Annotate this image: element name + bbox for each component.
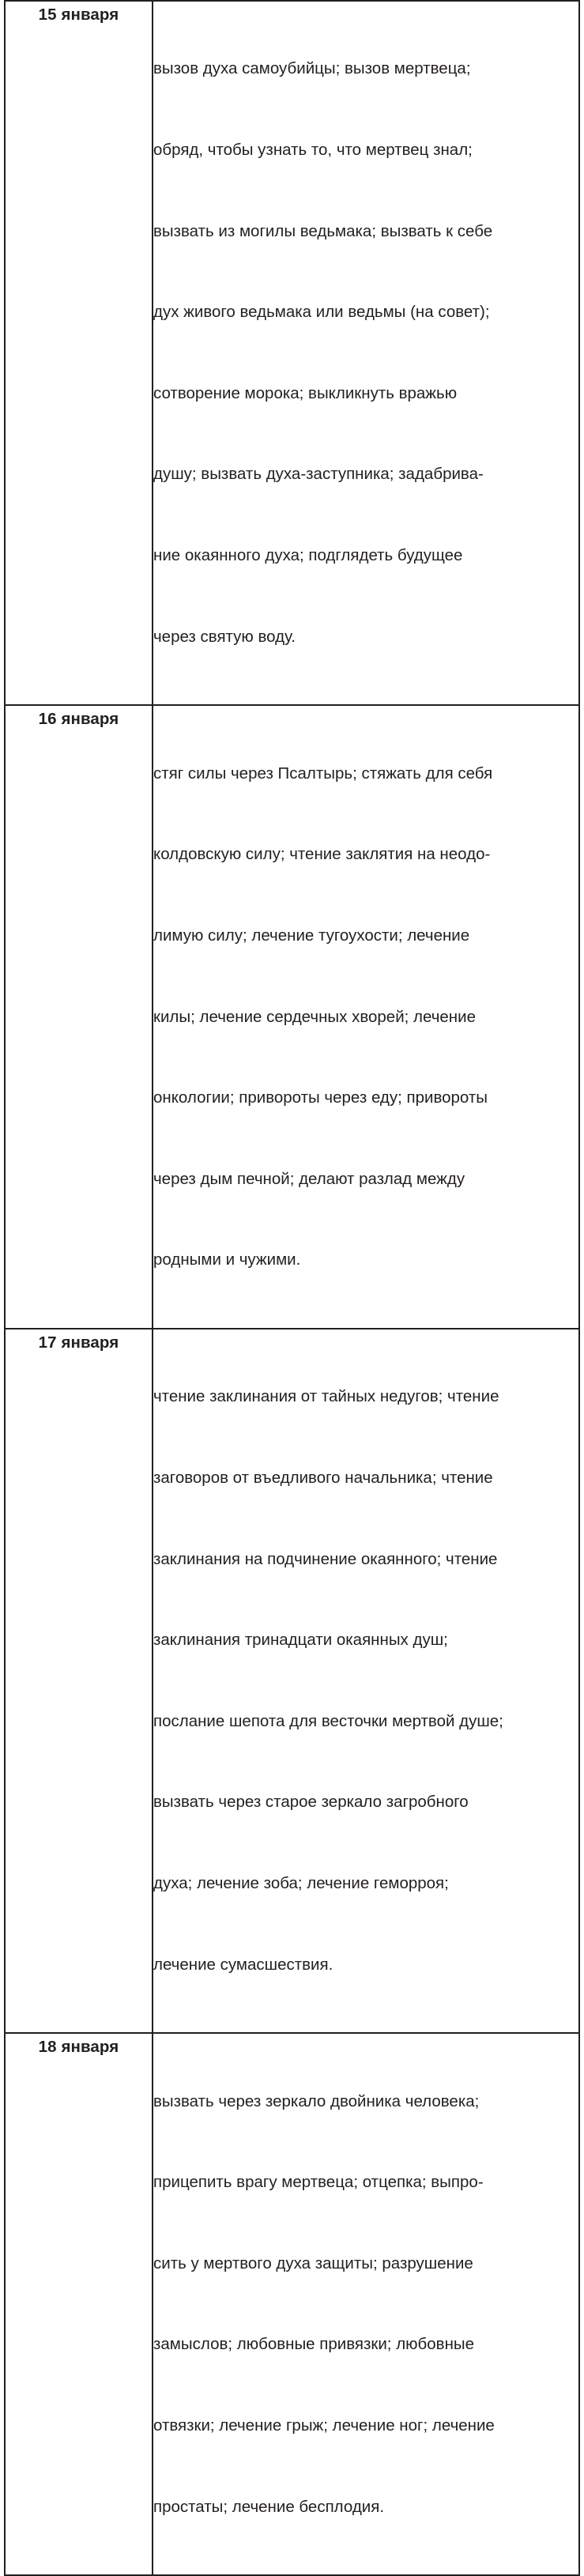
text-line: душу; вызвать духа-заступника; задабрива- [153, 465, 484, 484]
date-label: 15 января [38, 6, 119, 24]
text-line: через святую воду. [153, 627, 296, 646]
description-cell [153, 1, 579, 705]
text-line: отвязки; лечение грыж; лечение ног; лечение [153, 2416, 495, 2435]
text-line: прицепить врагу мертвеца; отцепка; выпро- [153, 2173, 484, 2192]
text-line: вызвать через старое зеркало загробного [153, 1793, 469, 1812]
text-line: через дым печной; делают разлад между [153, 1169, 465, 1188]
text-line: обряд, чтобы узнать то, что мертвец знал; [153, 141, 473, 160]
text-line: колдовскую силу; чтение заклятия на неодо- [153, 845, 491, 864]
date-cell [5, 705, 153, 1329]
description-text [153, 2, 578, 704]
text-line: сить у мертвого духа защиты; разрушение [153, 2254, 473, 2272]
date-label: 17 января [38, 1333, 119, 1352]
text-line: вызвать через зеркало двойника человека; [153, 2091, 480, 2110]
text-line: вызов духа самоубийцы; вызов мертвеца; [153, 59, 471, 78]
description-cell [153, 2033, 579, 2575]
text-line: килы; лечение сердечных хворей; лечение [153, 1007, 476, 1026]
description-text [153, 2034, 578, 2574]
table-row [5, 1329, 579, 2033]
text-line: лечение сумасшествия. [153, 1955, 333, 1974]
calendar-table [4, 0, 580, 2576]
description-text [153, 706, 578, 1328]
table-row [5, 705, 579, 1329]
text-line: заклинания тринадцати окаянных душ; [153, 1631, 448, 1650]
text-line: послание шепота для весточки мертвой душе; [153, 1711, 503, 1730]
text-line: сотворение морока; выкликнуть вражью [153, 383, 458, 402]
description-cell [153, 705, 579, 1329]
text-line: простаты; лечение бесплодия. [153, 2497, 385, 2516]
table-row [5, 2033, 579, 2575]
text-line: заговоров от въедливого начальника; чтение [153, 1468, 493, 1487]
description-cell [153, 1329, 579, 2033]
date-cell [5, 1, 153, 705]
text-line: онкологии; привороты через еду; привороты [153, 1088, 488, 1107]
text-line: родными и чужими. [153, 1250, 301, 1269]
date-cell [5, 2033, 153, 2575]
text-line: чтение заклинания от тайных недугов; чтение [153, 1387, 499, 1406]
text-line: лимую силу; лечение тугоухости; лечение [153, 926, 470, 945]
date-label: 18 января [38, 2038, 119, 2057]
text-line: стяг силы через Псалтырь; стяжать для себя [153, 764, 493, 783]
date-label: 16 января [38, 710, 119, 729]
text-line: вызвать из могилы ведьмака; вызвать к себе [153, 221, 493, 240]
text-line: замыслов; любовные привязки; любовные [153, 2335, 475, 2354]
table-body [5, 1, 579, 2575]
description-text [153, 1329, 578, 2032]
date-cell [5, 1329, 153, 2033]
table-row [5, 1, 579, 705]
text-line: дух живого ведьмака или ведьмы (на совет); [153, 303, 490, 322]
text-line: заклинания на подчинение окаянного; чтение [153, 1549, 498, 1568]
text-line: ние окаянного духа; подглядеть будущее [153, 546, 463, 565]
text-line: духа; лечение зоба; лечение геморроя; [153, 1874, 449, 1893]
